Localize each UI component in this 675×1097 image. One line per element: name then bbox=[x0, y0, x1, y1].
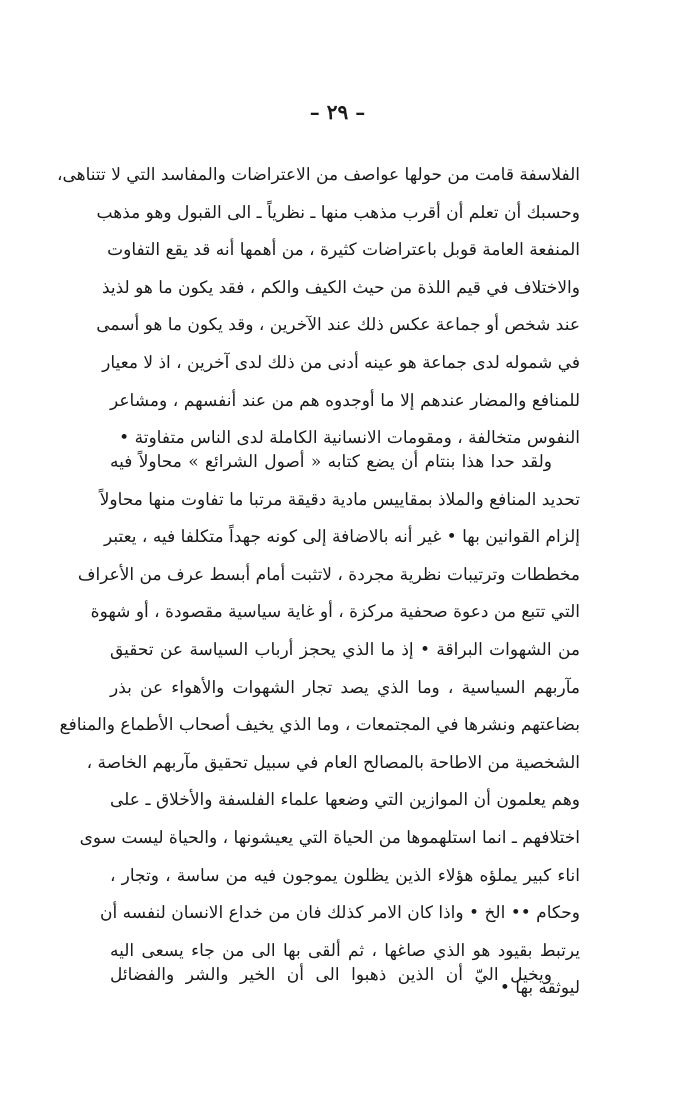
text-line: التي تتبع من دعوة صحفية مركزة ، أو غاية سياسية مقصودة ، أو شهوة bbox=[90, 602, 580, 623]
text-line: وهم يعلمون أن الموازين التي وضعها علماء الفلسفة والأخلاق ـ على bbox=[110, 790, 580, 811]
paragraph-1 bbox=[57, 157, 580, 458]
text-line: يرتبط بقيود هو الذي صاغها ، ثم ألقى بها الى من جاء يسعى اليه bbox=[110, 940, 580, 961]
text-line: المنفعة العامة قوبل باعتراضات كثيرة ، من أهمها أنه قد يقع التفاوت bbox=[107, 240, 580, 261]
text-line: اختلافهم ـ انما استلهموها من الحياة التي يعيشونها ، والحياة ليست سوى bbox=[79, 827, 580, 848]
text-line: في شموله لدى جماعة هو عينه أدنى من ذلك لدى آخرين ، اذ لا معيار bbox=[102, 352, 580, 373]
text-line: للمنافع والمضار عندهم إلا ما أوجدوه هم من عند أنفسهم ، ومشاعر bbox=[110, 390, 580, 411]
text-line: بضاعتهم ونشرها في المجتمعات ، وما الذي يخيف أصحاب الأطماع والمنافع bbox=[59, 715, 580, 736]
text-line: وحكام •• الخ • واذا كان الامر كذلك فان من خداع الانسان لنفسه أن bbox=[100, 903, 580, 924]
text-line: اناء كبير يملؤه هؤلاء الذين يظلون يموجون فيه من ساسة ، وتجار ، bbox=[110, 865, 580, 886]
text-line: مآربهم السياسية ، وما الذي يصد تجار الشهوات والأهواء عن بذر bbox=[110, 677, 580, 698]
text-line: إلزام القوانين بها • غير أنه بالاضافة إلى كونه جهداً متكلفا فيه ، يعتبر bbox=[103, 527, 580, 548]
text-line: الفلاسفة قامت من حولها عواصف من الاعتراضات والمفاسد التي لا تتناهى، bbox=[57, 165, 580, 185]
text-line: تحديد المنافع والملاذ بمقاييس مادية دقيقة مرتبا ما تفاوت منها محاولاً bbox=[99, 489, 580, 510]
text-line: وحسبك أن تعلم أن أقرب مذهب منها ـ نظرياً ـ الى القبول وهو مذهب bbox=[96, 202, 580, 223]
text-line: عند شخص أو جماعة عكس ذلك عند الآخرين ، وقد يكون ما هو أسمى bbox=[96, 315, 580, 336]
paragraph-3 bbox=[110, 957, 580, 995]
text-line: ويخيل اليّ أن الذين ذهبوا الى أن الخير والشر والفضائل bbox=[110, 965, 552, 985]
paragraph-2 bbox=[59, 444, 580, 1008]
text-line: والاختلاف في قيم اللذة من حيث الكيف والكم ، فقد يكون ما هو لذيذ bbox=[101, 277, 580, 298]
text-line: ليوثقه بها • bbox=[499, 978, 580, 999]
text-line: ولقد حدا هذا بنتام أن يضع كتابه « أصول الشرائع » محاولاً فيه bbox=[110, 452, 552, 472]
text-line: الشخصية من الاطاحة بالمصالح العام في سبيل تحقيق مآربهم الخاصة ، bbox=[86, 752, 580, 773]
text-line: من الشهوات البراقة • إذ ما الذي يحجز أرباب السياسة عن تحقيق bbox=[110, 639, 580, 660]
text-line: مخططات وترتيبات نظرية مجردة ، لاتثبت أمام أبسط عرف من الأعراف bbox=[77, 564, 580, 585]
text-line: النفوس متخالفة ، ومقومات الانسانية الكاملة لدى الناس متفاوتة • bbox=[119, 428, 580, 449]
page-number: – ٢٩ – bbox=[309, 100, 366, 124]
